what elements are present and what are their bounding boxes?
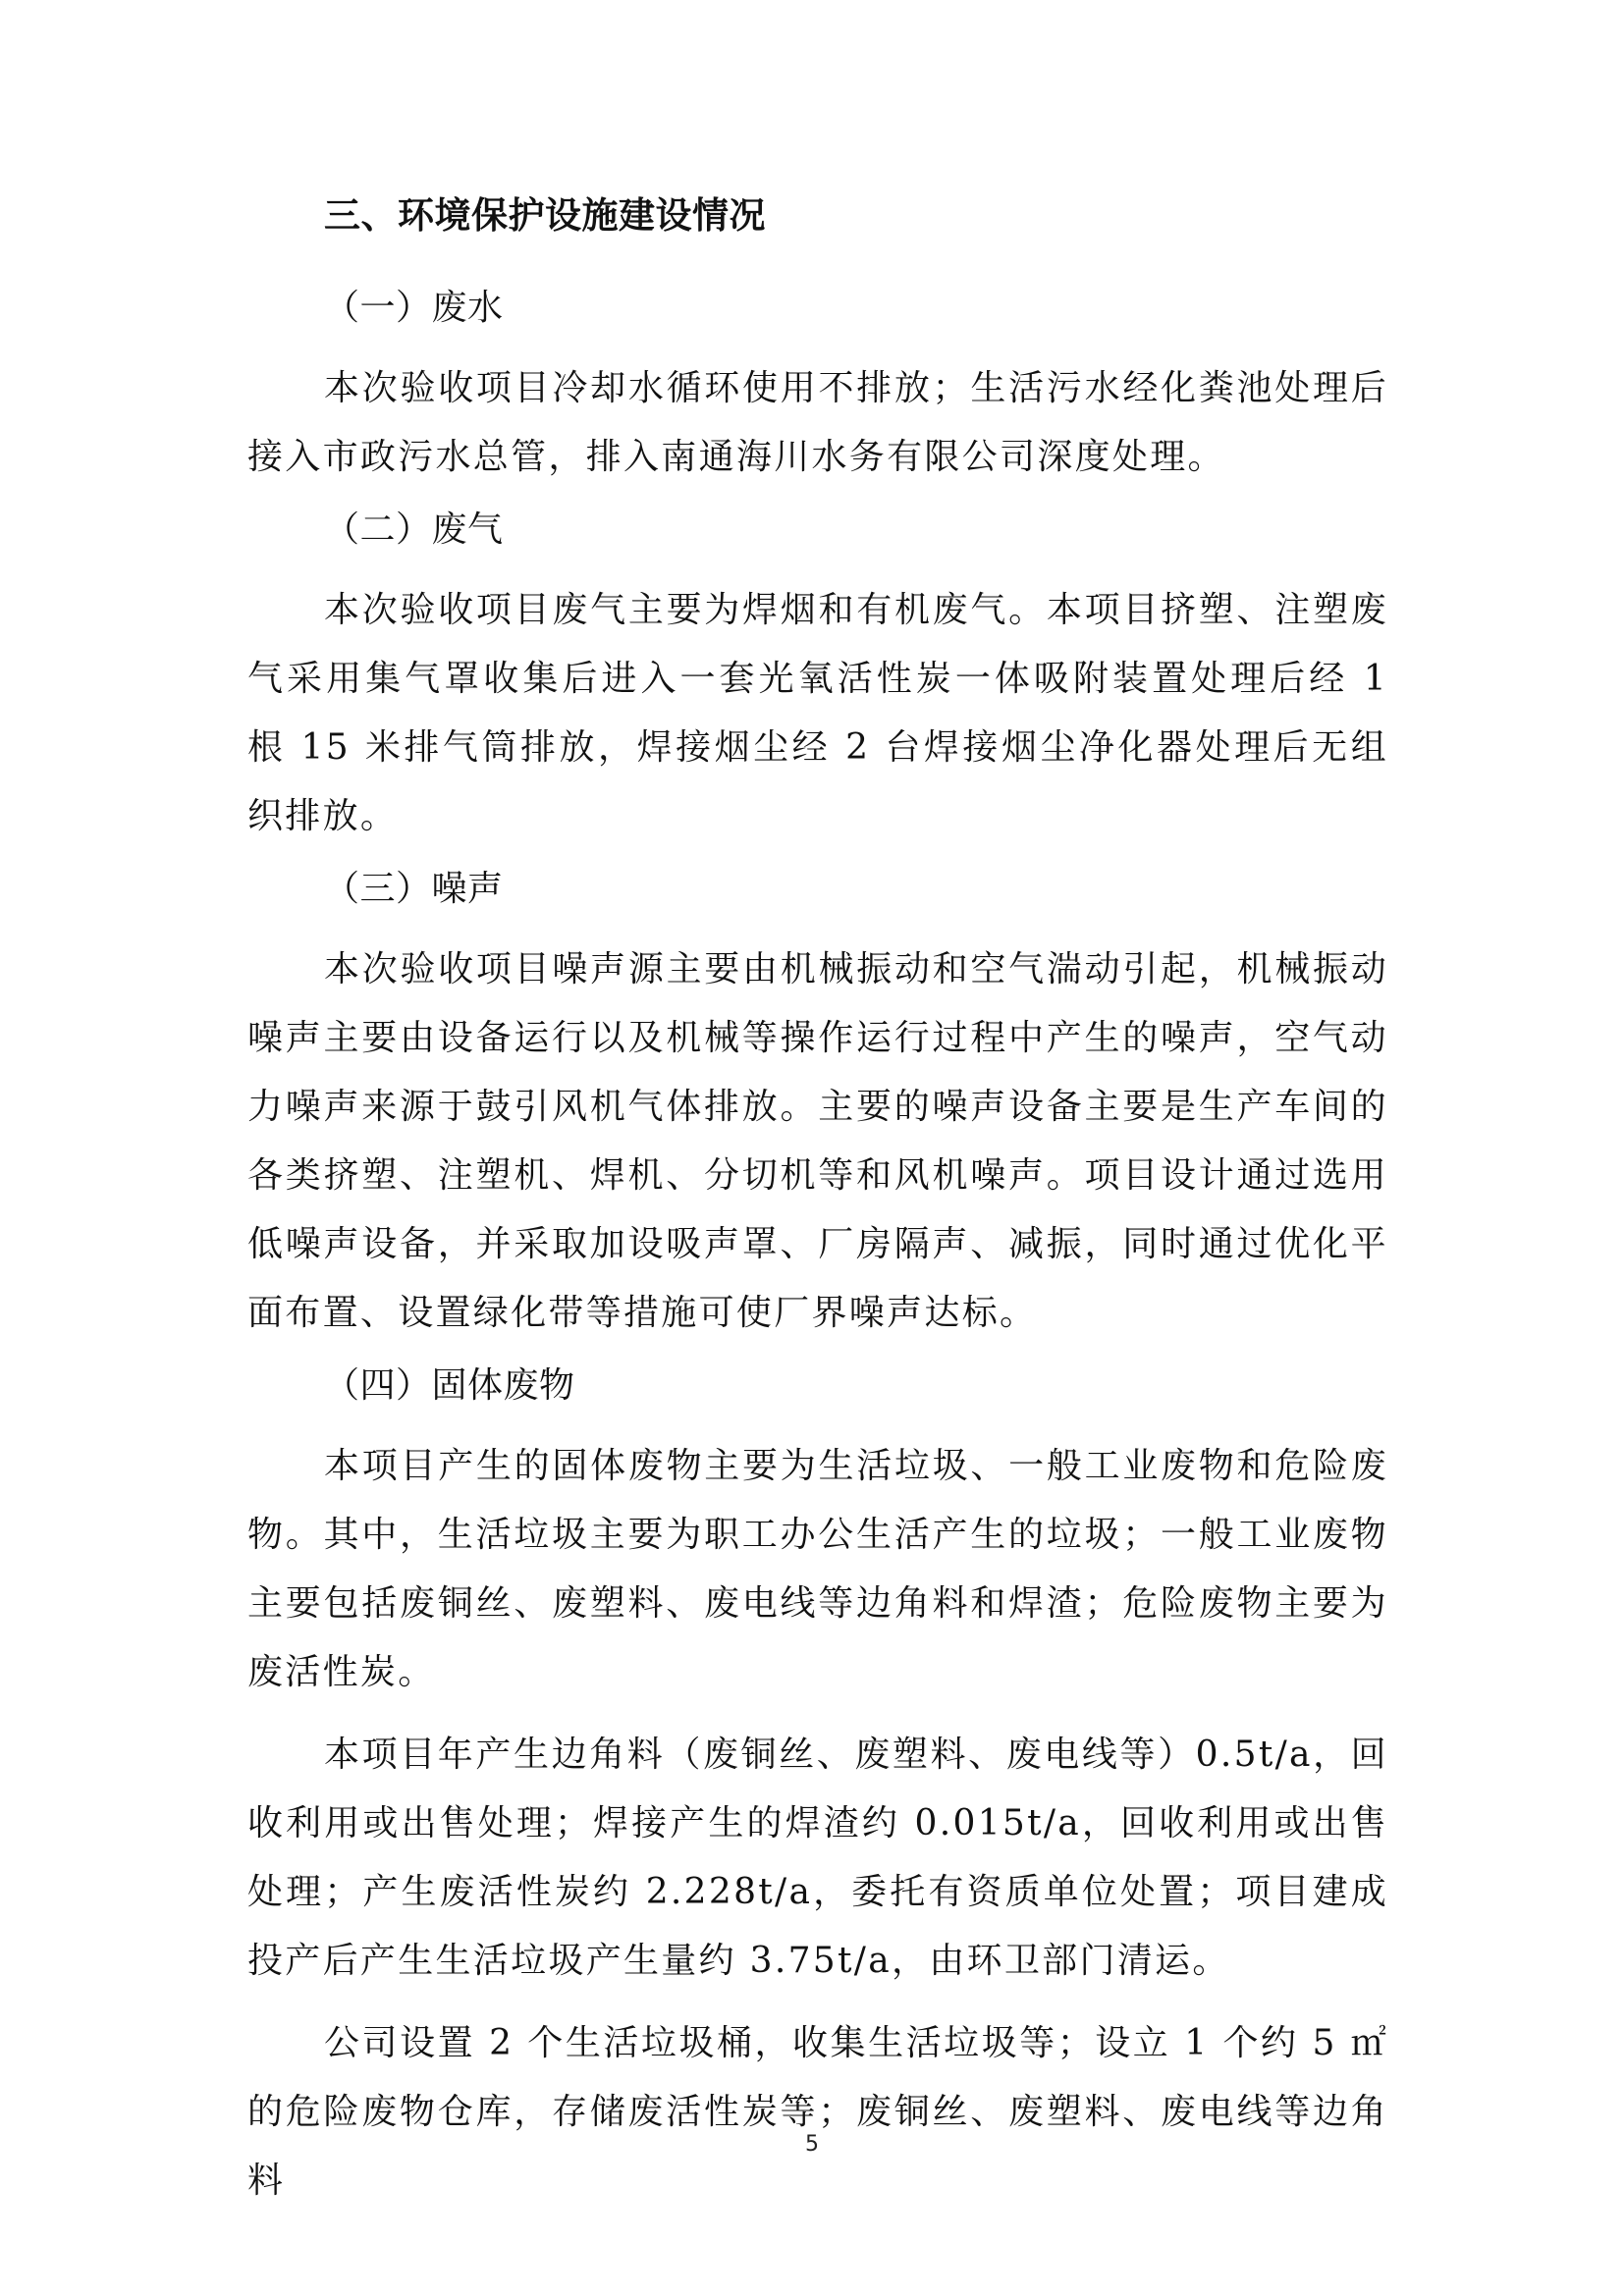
solid-waste-paragraph-1: 本项目产生的固体废物主要为生活垃圾、一般工业废物和危险废物。其中，生活垃圾主要为职工办公生活产生的垃圾；一般工业废物主要包括废铜丝、废塑料、废电线等边角料和焊渣；危险废物主要为废活性炭。 <box>247 1446 1388 1692</box>
solid-waste-paragraph-3: 公司设置 2 个生活垃圾桶，收集生活垃圾等；设立 1 个约 5 ㎡的危险废物仓库，存储废活性炭等；废铜丝、废塑料、废电线等边角料 <box>247 2023 1388 2201</box>
noise-heading: （三）噪声 <box>324 869 504 909</box>
page-content <box>247 191 1388 2216</box>
noise-paragraph: 本次验收项目噪声源主要由机械振动和空气湍动引起，机械振动噪声主要由设备运行以及机械等操作运行过程中产生的噪声，空气动力噪声来源于鼓引风机气体排放。主要的噪声设备主要是生产车间的各类挤塑、注塑机、焊机、分切机等和风机噪声。项目设计通过选用低噪声设备，并采取加设吸声罩、厂房隔声、减振，同时通过优化平面布置、设置绿化带等措施可使厂界噪声达标。 <box>247 949 1388 1333</box>
page-number: 5 <box>805 2132 819 2157</box>
wastewater-heading: （一）废水 <box>324 288 504 328</box>
waste-gas-paragraph: 本次验收项目废气主要为焊烟和有机废气。本项目挤塑、注塑废气采用集气罩收集后进入一套光氧活性炭一体吸附装置处理后经 1 根 15 米排气筒排放，焊接烟尘经 2 台焊接烟尘净化器处理后无组织排放。 <box>247 590 1388 836</box>
section-title: 三、环境保护设施建设情况 <box>324 194 766 237</box>
solid-waste-heading: （四）固体废物 <box>324 1365 575 1406</box>
waste-gas-heading: （二）废气 <box>324 509 504 550</box>
solid-waste-paragraph-2: 本项目年产生边角料（废铜丝、废塑料、废电线等）0.5t/a，回收利用或出售处理；焊接产生的焊渣约 0.015t/a，回收利用或出售处理；产生废活性炭约 2.228t/a，委托有资质单位处置；项目建成投产后产生生活垃圾产生量约 3.75t/a，由环卫部门清运。 <box>247 1735 1388 1981</box>
wastewater-paragraph: 本次验收项目冷却水循环使用不排放；生活污水经化粪池处理后接入市政污水总管，排入南通海川水务有限公司深度处理。 <box>247 368 1388 477</box>
